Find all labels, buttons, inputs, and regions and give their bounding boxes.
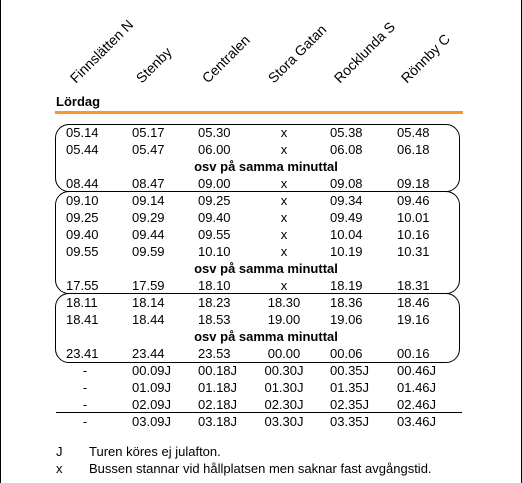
- time-cell: 18.44: [132, 312, 165, 327]
- time-cell: 02.30J: [264, 397, 304, 412]
- time-cell: 05.44: [66, 142, 99, 157]
- time-cell: 00.35J: [330, 363, 370, 378]
- time-cell: 01.46J: [397, 380, 437, 395]
- timetable-row: [0, 141, 522, 158]
- time-cell: 18.14: [132, 295, 165, 310]
- time-cell: 18.23: [198, 295, 231, 310]
- timetable-row: [0, 311, 522, 328]
- timetable-row: [0, 396, 522, 413]
- time-cell: 10.10: [198, 244, 231, 259]
- time-cell: -: [82, 414, 88, 429]
- timetable-row: [0, 294, 522, 311]
- day-title: Lördag: [56, 94, 101, 109]
- time-cell: 09.34: [330, 193, 363, 208]
- time-cell: 09.59: [132, 244, 165, 259]
- stop-header-centralen: Centralen: [198, 31, 253, 86]
- time-cell: 09.18: [397, 176, 430, 191]
- time-cell: 08.44: [66, 176, 99, 191]
- time-cell: 19.16: [397, 312, 430, 327]
- time-cell: 00.16: [397, 346, 430, 361]
- time-cell: 06.18: [397, 142, 430, 157]
- stop-header-stenby: Stenby: [132, 43, 175, 86]
- time-cell: 17.55: [66, 278, 99, 293]
- time-cell: 19.06: [330, 312, 363, 327]
- time-cell: 02.35J: [330, 397, 370, 412]
- timetable-row: [0, 413, 522, 430]
- time-cell: 03.46J: [397, 414, 437, 429]
- timetable-row: [0, 124, 522, 141]
- time-cell: 09.25: [198, 193, 231, 208]
- time-cell: 03.18J: [198, 414, 238, 429]
- time-cell: 10.04: [330, 227, 363, 242]
- time-cell: 00.18J: [198, 363, 238, 378]
- timetable-row: [0, 379, 522, 396]
- timetable-row: [0, 345, 522, 362]
- time-cell: 09.55: [198, 227, 231, 242]
- time-cell: x: [280, 244, 288, 259]
- time-cell: 01.09J: [132, 380, 172, 395]
- accent-rule: [55, 111, 463, 114]
- time-cell: 00.00: [267, 346, 301, 361]
- time-cell: 06.00: [198, 142, 231, 157]
- stop-header-finnslatten: Finnslätten N: [66, 16, 137, 86]
- timetable-row: [0, 226, 522, 243]
- timetable-row: [0, 209, 522, 226]
- repeat-note: osv på samma minuttal: [194, 261, 338, 276]
- time-cell: x: [280, 125, 288, 140]
- time-cell: 03.09J: [132, 414, 172, 429]
- time-cell: 09.29: [132, 210, 165, 225]
- timetable-row: [0, 192, 522, 209]
- time-cell: 18.46: [397, 295, 430, 310]
- time-cell: x: [280, 193, 288, 208]
- time-cell: 23.53: [198, 346, 231, 361]
- time-cell: 05.30: [198, 125, 231, 140]
- time-cell: 09.00: [198, 176, 231, 191]
- time-cell: x: [280, 176, 288, 191]
- table-bottom-rule: [56, 412, 462, 413]
- time-cell: 18.53: [198, 312, 231, 327]
- time-cell: 09.08: [330, 176, 363, 191]
- time-cell: 00.06: [330, 346, 363, 361]
- time-cell: 00.46J: [397, 363, 437, 378]
- time-cell: 02.18J: [198, 397, 238, 412]
- time-cell: 09.40: [198, 210, 231, 225]
- time-cell: 05.17: [132, 125, 165, 140]
- time-cell: 05.14: [66, 125, 99, 140]
- time-cell: 18.10: [198, 278, 231, 293]
- time-cell: 23.41: [66, 346, 99, 361]
- time-cell: 18.41: [66, 312, 99, 327]
- time-cell: 09.49: [330, 210, 363, 225]
- time-cell: 18.30: [267, 295, 301, 310]
- time-cell: 09.25: [66, 210, 99, 225]
- time-cell: 01.35J: [330, 380, 370, 395]
- timetable-row: [0, 175, 522, 192]
- time-cell: 01.18J: [198, 380, 238, 395]
- time-cell: 18.31: [397, 278, 430, 293]
- timetable-row: [0, 277, 522, 294]
- time-cell: x: [280, 278, 288, 293]
- time-cell: 10.01: [397, 210, 430, 225]
- time-cell: 09.46: [397, 193, 430, 208]
- time-cell: 03.30J: [264, 414, 304, 429]
- footnote-symbol: x: [56, 461, 63, 476]
- time-cell: -: [82, 380, 88, 395]
- time-cell: 09.14: [132, 193, 165, 208]
- stop-header-rocklunda: Rocklunda S: [330, 18, 399, 86]
- time-cell: 09.40: [66, 227, 99, 242]
- time-cell: 00.30J: [264, 363, 304, 378]
- time-cell: 05.47: [132, 142, 165, 157]
- repeat-note: osv på samma minuttal: [194, 329, 338, 344]
- time-cell: 03.35J: [330, 414, 370, 429]
- time-cell: 10.19: [330, 244, 363, 259]
- timetable-row: [0, 243, 522, 260]
- time-cell: x: [280, 210, 288, 225]
- time-cell: -: [82, 397, 88, 412]
- time-cell: 10.16: [397, 227, 430, 242]
- time-cell: 02.46J: [397, 397, 437, 412]
- time-cell: 18.19: [330, 278, 363, 293]
- time-cell: 18.36: [330, 295, 363, 310]
- footnote-symbol: J: [56, 444, 63, 459]
- time-cell: 09.10: [66, 193, 99, 208]
- time-cell: 05.38: [330, 125, 363, 140]
- time-cell: 08.47: [132, 176, 165, 191]
- time-cell: 09.55: [66, 244, 99, 259]
- stop-header-stora-gatan: Stora Gatan: [264, 21, 330, 87]
- time-cell: 18.11: [66, 295, 98, 310]
- time-cell: 23.44: [132, 346, 165, 361]
- time-cell: 05.48: [397, 125, 430, 140]
- footnote-text: Turen köres ej julafton.: [89, 444, 221, 459]
- time-cell: 00.09J: [132, 363, 172, 378]
- time-cell: 09.44: [132, 227, 165, 242]
- time-cell: 01.30J: [264, 380, 304, 395]
- time-cell: 17.59: [132, 278, 165, 293]
- time-cell: 06.08: [330, 142, 363, 157]
- time-cell: -: [82, 363, 88, 378]
- timetable-row: [0, 362, 522, 379]
- footnote-text: Bussen stannar vid hållplatsen men saknar fast avgångstid.: [89, 461, 432, 476]
- time-cell: 10.31: [397, 244, 430, 259]
- stop-header-ronnby: Rönnby C: [397, 30, 454, 87]
- repeat-note: osv på samma minuttal: [194, 159, 338, 174]
- time-cell: 02.09J: [132, 397, 172, 412]
- time-cell: x: [280, 227, 288, 242]
- time-cell: 19.00: [267, 312, 301, 327]
- time-cell: x: [280, 142, 288, 157]
